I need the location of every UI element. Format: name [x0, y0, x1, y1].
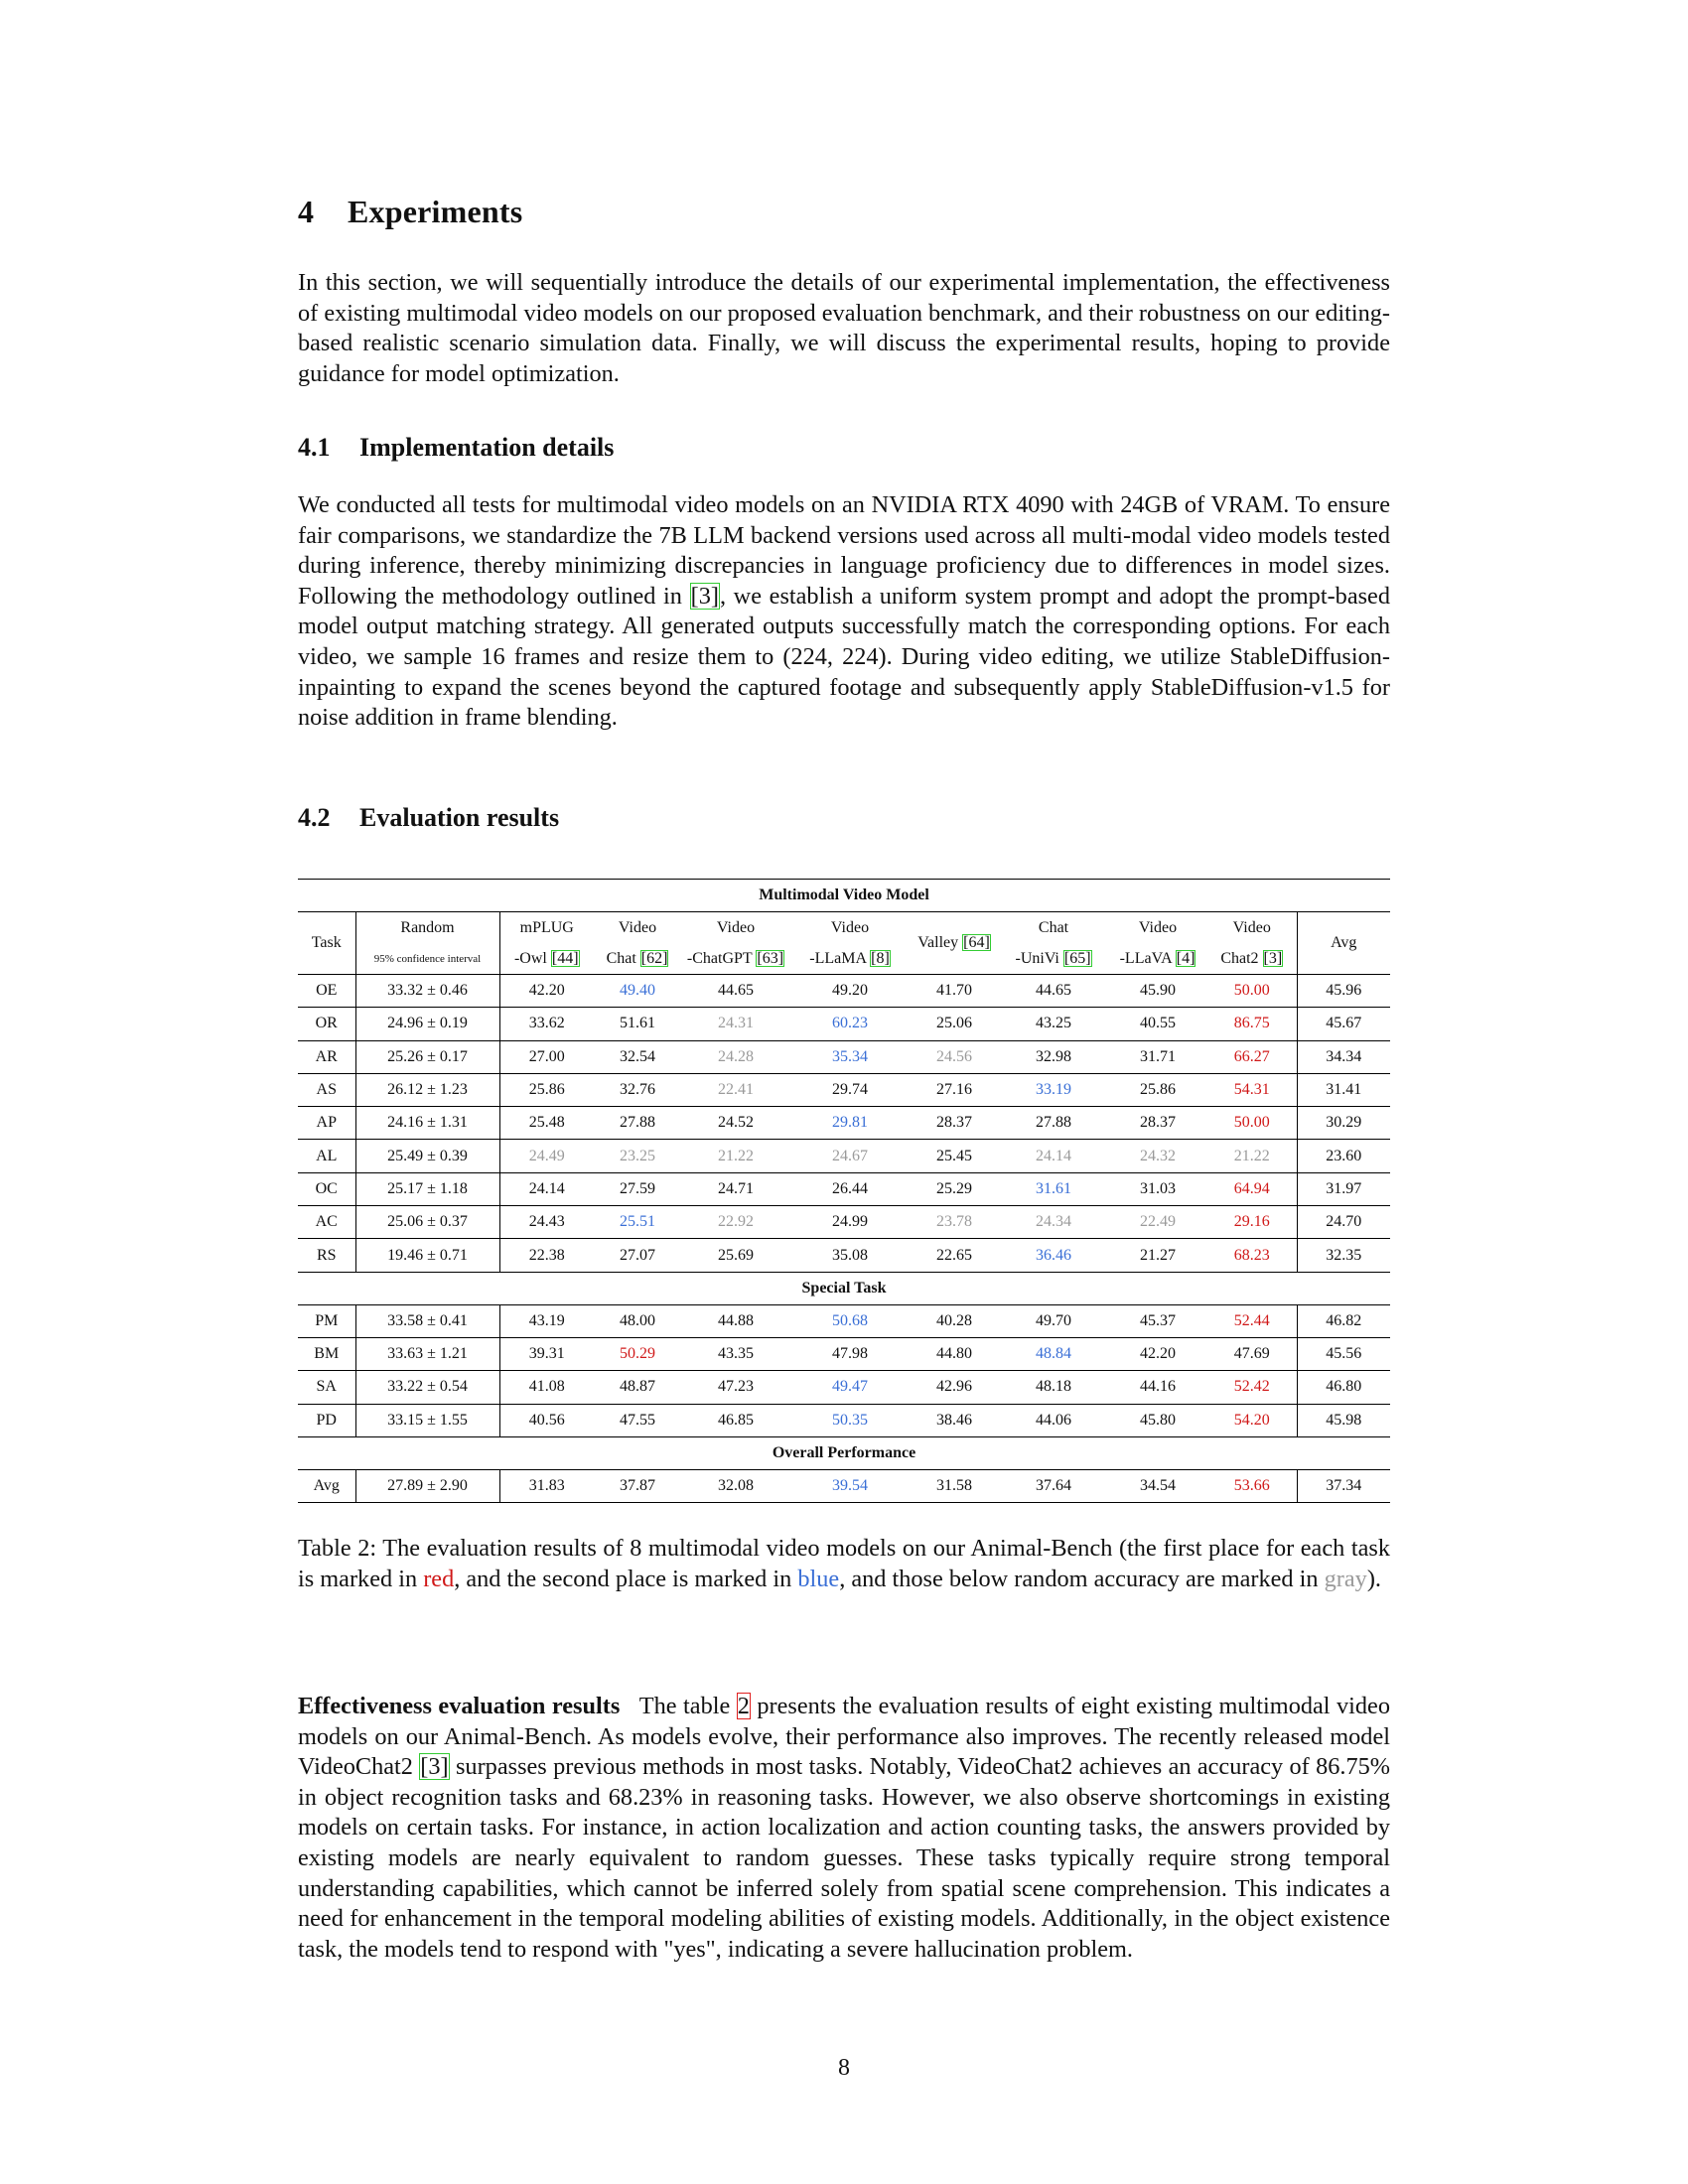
table-row — [298, 1140, 1390, 1172]
task-cell: OC — [298, 1172, 355, 1205]
avg-column-header: Avg — [1297, 912, 1390, 975]
table-row — [298, 1469, 1390, 1502]
avg-cell: 46.80 — [1297, 1371, 1390, 1404]
score-cell: 54.31 — [1207, 1073, 1297, 1106]
score-cell: 32.54 — [594, 1040, 681, 1073]
score-cell: 21.22 — [1207, 1140, 1297, 1172]
random-cell: 25.17 ± 1.18 — [355, 1172, 499, 1205]
score-cell: 31.83 — [499, 1469, 594, 1502]
score-cell: 46.85 — [681, 1404, 790, 1436]
band-band-special: Special Task — [298, 1272, 1390, 1304]
score-cell: 39.31 — [499, 1337, 594, 1370]
caption-gray-word: gray — [1324, 1565, 1367, 1592]
score-cell: 28.37 — [1108, 1107, 1207, 1140]
task-cell: AP — [298, 1107, 355, 1140]
score-cell: 29.74 — [790, 1073, 910, 1106]
model-name: -UniVi — [1015, 950, 1059, 967]
table-row — [298, 1206, 1390, 1239]
caption-text-2: , and the second place is marked in — [454, 1565, 798, 1592]
random-cell: 33.32 ± 0.46 — [355, 975, 499, 1008]
task-cell: OR — [298, 1008, 355, 1040]
score-cell: 35.08 — [790, 1239, 910, 1272]
score-cell: 60.23 — [790, 1008, 910, 1040]
score-cell: 68.23 — [1207, 1239, 1297, 1272]
score-cell: 86.75 — [1207, 1008, 1297, 1040]
score-cell: 36.46 — [999, 1239, 1108, 1272]
score-cell: 43.25 — [999, 1008, 1108, 1040]
model-header-line1: Video — [830, 919, 870, 936]
score-cell: 27.88 — [999, 1107, 1108, 1140]
score-cell: 44.65 — [681, 975, 790, 1008]
score-cell: 27.88 — [594, 1107, 681, 1140]
citation-link[interactable]: [3] — [1263, 950, 1283, 967]
page-number: 8 — [838, 2055, 850, 2081]
subsection-heading-evaluation — [298, 803, 559, 833]
citation-link[interactable]: [65] — [1063, 950, 1091, 967]
avg-cell: 31.41 — [1297, 1073, 1390, 1106]
table-row — [298, 1371, 1390, 1404]
score-cell: 47.69 — [1207, 1337, 1297, 1370]
model-name: Chat2 — [1220, 950, 1259, 967]
citation-link[interactable]: [8] — [871, 950, 890, 967]
score-cell: 24.31 — [681, 1008, 790, 1040]
avg-cell: 30.29 — [1297, 1107, 1390, 1140]
citation-link[interactable]: [63] — [757, 950, 784, 967]
score-cell: 24.52 — [681, 1107, 790, 1140]
score-cell: 24.56 — [910, 1040, 999, 1073]
task-cell: SA — [298, 1371, 355, 1404]
random-cell: 25.26 ± 0.17 — [355, 1040, 499, 1073]
intro-paragraph: In this section, we will sequentially introduce the details of our experimental implementation, the effectiveness of existing multimodal video models on our proposed evaluation benchmark, and their robustness on our editing-based realistic scenario simulation data. Finally, we will discuss the experimental results, hoping to provide guidance for model optimization. — [298, 269, 1390, 387]
random-cell: 19.46 ± 0.71 — [355, 1239, 499, 1272]
score-cell: 31.58 — [910, 1469, 999, 1502]
table-row — [298, 1008, 1390, 1040]
model-header-line2 — [594, 944, 681, 975]
score-cell: 21.27 — [1108, 1239, 1207, 1272]
caption-text-4: ). — [1366, 1565, 1381, 1592]
score-cell: 44.80 — [910, 1337, 999, 1370]
random-cell: 25.49 ± 0.39 — [355, 1140, 499, 1172]
score-cell: 48.00 — [594, 1304, 681, 1337]
random-column-header: Random — [355, 912, 499, 945]
score-cell: 66.27 — [1207, 1040, 1297, 1073]
score-cell: 32.98 — [999, 1040, 1108, 1073]
table-header-row — [298, 912, 1390, 945]
score-cell: 22.65 — [910, 1239, 999, 1272]
effectiveness-paragraph — [298, 1692, 1390, 1965]
score-cell: 22.49 — [1108, 1206, 1207, 1239]
results-table-container — [298, 879, 1390, 1503]
caption-text-3: , and those below random accuracy are marked in — [839, 1565, 1325, 1592]
score-cell: 24.14 — [999, 1140, 1108, 1172]
score-cell: 33.62 — [499, 1008, 594, 1040]
band-band-overall: Overall Performance — [298, 1436, 1390, 1469]
model-name: -LLaMA — [809, 950, 867, 967]
model-name: -LLaVA — [1119, 950, 1172, 967]
score-cell: 31.03 — [1108, 1172, 1207, 1205]
score-cell: 21.22 — [681, 1140, 790, 1172]
score-cell: 47.23 — [681, 1371, 790, 1404]
score-cell: 34.54 — [1108, 1469, 1207, 1502]
score-cell: 50.35 — [790, 1404, 910, 1436]
score-cell: 29.16 — [1207, 1206, 1297, 1239]
score-cell: 31.61 — [999, 1172, 1108, 1205]
score-cell: 25.51 — [594, 1206, 681, 1239]
avg-cell: 46.82 — [1297, 1304, 1390, 1337]
task-cell: AR — [298, 1040, 355, 1073]
section-number: 4 — [298, 194, 315, 229]
score-cell: 47.98 — [790, 1337, 910, 1370]
citation-link[interactable]: [62] — [640, 950, 668, 967]
caption-text-1: Table 2: The evaluation results of 8 multimodal video models on our Animal-Bench (the first place for each task is marked in — [298, 1535, 1390, 1592]
score-cell: 24.71 — [681, 1172, 790, 1205]
task-cell: PD — [298, 1404, 355, 1436]
score-cell: 54.20 — [1207, 1404, 1297, 1436]
score-cell: 25.06 — [910, 1008, 999, 1040]
task-cell: OE — [298, 975, 355, 1008]
score-cell: 24.28 — [681, 1040, 790, 1073]
score-cell: 25.45 — [910, 1140, 999, 1172]
score-cell: 27.16 — [910, 1073, 999, 1106]
random-cell: 24.96 ± 0.19 — [355, 1008, 499, 1040]
random-cell: 33.58 ± 0.41 — [355, 1304, 499, 1337]
paragraph-heading: Effectiveness evaluation results — [298, 1693, 621, 1719]
avg-cell: 45.56 — [1297, 1337, 1390, 1370]
score-cell: 50.29 — [594, 1337, 681, 1370]
score-cell: 37.64 — [999, 1469, 1108, 1502]
avg-cell: 45.67 — [1297, 1008, 1390, 1040]
score-cell: 51.61 — [594, 1008, 681, 1040]
score-cell: 42.20 — [1108, 1337, 1207, 1370]
model-header-line1: Video — [1207, 912, 1297, 945]
random-cell: 27.89 ± 2.90 — [355, 1469, 499, 1502]
caption-red-word: red — [423, 1565, 455, 1592]
band-multimodal-video-model: Multimodal Video Model — [298, 880, 1390, 912]
score-cell: 50.00 — [1207, 1107, 1297, 1140]
table-band-row — [298, 880, 1390, 912]
score-cell: 31.71 — [1108, 1040, 1207, 1073]
score-cell: 22.41 — [681, 1073, 790, 1106]
impl-text-1: We conducted all tests for multimodal video models on an NVIDIA RTX 4090 with 24GB of VRAM. To ensure fair comparisons, we standardize the 7B LLM backend versions used across all multi-modal video models tested during inference, thereby minimizing discrepancies in language proficiency due to differences in model sizes. Following the methodology outlined in — [298, 491, 1390, 610]
table-band-row — [298, 1436, 1390, 1469]
subsection-title: Implementation details — [359, 433, 615, 462]
table-row — [298, 1404, 1390, 1436]
score-cell: 52.42 — [1207, 1371, 1297, 1404]
score-cell: 23.78 — [910, 1206, 999, 1239]
avg-cell: 45.98 — [1297, 1404, 1390, 1436]
task-cell: AC — [298, 1206, 355, 1239]
score-cell: 50.00 — [1207, 975, 1297, 1008]
model-name: -Owl — [513, 950, 547, 967]
score-cell: 26.44 — [790, 1172, 910, 1205]
score-cell: 32.76 — [594, 1073, 681, 1106]
score-cell: 37.87 — [594, 1469, 681, 1502]
random-cell: 24.16 ± 1.31 — [355, 1107, 499, 1140]
score-cell: 25.29 — [910, 1172, 999, 1205]
score-cell: 24.99 — [790, 1206, 910, 1239]
score-cell: 39.54 — [790, 1469, 910, 1502]
model-header-line1: Video — [716, 919, 756, 936]
score-cell: 45.80 — [1108, 1404, 1207, 1436]
score-cell: 35.34 — [790, 1040, 910, 1073]
table-band-row — [298, 1272, 1390, 1304]
score-cell: 33.19 — [999, 1073, 1108, 1106]
score-cell: 44.88 — [681, 1304, 790, 1337]
avg-cell: 31.97 — [1297, 1172, 1390, 1205]
score-cell: 27.07 — [594, 1239, 681, 1272]
task-cell: RS — [298, 1239, 355, 1272]
avg-cell: 45.96 — [1297, 975, 1390, 1008]
implementation-paragraph — [298, 490, 1390, 734]
score-cell: 38.46 — [910, 1404, 999, 1436]
score-cell: 48.18 — [999, 1371, 1108, 1404]
subsection-title: Evaluation results — [359, 803, 560, 832]
model-header-line2 — [999, 944, 1108, 975]
score-cell: 22.38 — [499, 1239, 594, 1272]
score-cell: 40.56 — [499, 1404, 594, 1436]
results-table — [298, 879, 1390, 1503]
caption-blue-word: blue — [797, 1565, 840, 1592]
model-header-line2 — [499, 944, 594, 975]
score-cell: 47.55 — [594, 1404, 681, 1436]
avg-cell: 23.60 — [1297, 1140, 1390, 1172]
random-cell: 33.63 ± 1.21 — [355, 1337, 499, 1370]
model-header-line2 — [681, 944, 790, 975]
score-cell: 25.86 — [1108, 1073, 1207, 1106]
avg-cell: 24.70 — [1297, 1206, 1390, 1239]
random-subheader: 95% confidence interval — [355, 944, 499, 975]
score-cell: 43.35 — [681, 1337, 790, 1370]
subsection-number: 4.2 — [298, 803, 331, 832]
score-cell: 24.43 — [499, 1206, 594, 1239]
score-cell: 25.86 — [499, 1073, 594, 1106]
score-cell: 44.65 — [999, 975, 1108, 1008]
model-header-line1: Video — [1138, 919, 1178, 936]
score-cell: 49.47 — [790, 1371, 910, 1404]
model-header-line2 — [790, 944, 910, 975]
avg-cell: 37.34 — [1297, 1469, 1390, 1502]
task-cell: AL — [298, 1140, 355, 1172]
score-cell: 52.44 — [1207, 1304, 1297, 1337]
eff-text-1: The table — [638, 1693, 737, 1719]
random-cell: 33.22 ± 0.54 — [355, 1371, 499, 1404]
score-cell: 29.81 — [790, 1107, 910, 1140]
table-caption — [298, 1534, 1390, 1594]
score-cell: 27.00 — [499, 1040, 594, 1073]
score-cell: 24.49 — [499, 1140, 594, 1172]
table-row — [298, 1040, 1390, 1073]
task-column-header: Task — [298, 912, 355, 975]
score-cell: 24.14 — [499, 1172, 594, 1205]
table-reference-link[interactable]: 2 — [737, 1693, 750, 1719]
table-row — [298, 1073, 1390, 1106]
model-header-line1: Valley — [917, 934, 959, 951]
citation-link[interactable]: [64] — [963, 934, 990, 951]
avg-cell: 34.34 — [1297, 1040, 1390, 1073]
score-cell: 45.90 — [1108, 975, 1207, 1008]
random-cell: 33.15 ± 1.55 — [355, 1404, 499, 1436]
random-cell: 25.06 ± 0.37 — [355, 1206, 499, 1239]
eff-text-2: presents the evaluation results of eight existing multimodal video models on our Animal-Bench. As models evolve, their performance also improves. The recently released model VideoChat2 — [298, 1693, 1390, 1781]
score-cell: 44.06 — [999, 1404, 1108, 1436]
score-cell: 44.16 — [1108, 1371, 1207, 1404]
score-cell: 24.32 — [1108, 1140, 1207, 1172]
model-name: -ChatGPT — [686, 950, 753, 967]
model-name: Chat — [606, 950, 636, 967]
score-cell: 25.48 — [499, 1107, 594, 1140]
table-row — [298, 1304, 1390, 1337]
section-title: Experiments — [348, 194, 523, 229]
task-cell: BM — [298, 1337, 355, 1370]
score-cell: 32.08 — [681, 1469, 790, 1502]
score-cell: 48.84 — [999, 1337, 1108, 1370]
score-cell: 42.96 — [910, 1371, 999, 1404]
score-cell: 45.37 — [1108, 1304, 1207, 1337]
score-cell: 24.34 — [999, 1206, 1108, 1239]
citation-link[interactable]: [4] — [1176, 950, 1196, 967]
task-cell: Avg — [298, 1469, 355, 1502]
score-cell: 25.69 — [681, 1239, 790, 1272]
table-row — [298, 1107, 1390, 1140]
score-cell: 40.55 — [1108, 1008, 1207, 1040]
subsection-heading-implementation — [298, 433, 614, 463]
model-header-line1: Video — [618, 919, 657, 936]
eff-text-3: surpasses previous methods in most tasks. Notably, VideoChat2 achieves an accuracy of 86.75% in object recognition tasks and 68.23% in reasoning tasks. However, we also observe shortcomings in existing models on certain tasks. For instance, in action localization and action counting tasks, the answers provided by existing models are nearly equivalent to random guesses. These tasks typically require strong temporal understanding capabilities, which cannot be inferred solely from spatial scene comprehension. This indicates a need for enhancement in the temporal modeling abilities of existing models. Additionally, in the object existence task, the models tend to respond with "yes", indicating a severe hallucination problem. — [298, 1753, 1390, 1963]
score-cell: 22.92 — [681, 1206, 790, 1239]
score-cell: 23.25 — [594, 1140, 681, 1172]
score-cell: 40.28 — [910, 1304, 999, 1337]
model-header-line2 — [1108, 944, 1207, 975]
score-cell: 49.70 — [999, 1304, 1108, 1337]
task-cell: PM — [298, 1304, 355, 1337]
citation-link[interactable]: [3] — [420, 1753, 449, 1781]
score-cell: 53.66 — [1207, 1469, 1297, 1502]
impl-text-2: , we establish a uniform system prompt and adopt the prompt-based model output matching strategy. All generated outputs successfully match the corresponding options. For each video, we sample 16 frames and resize them to (224, 224). During video editing, we utilize StableDiffusion-inpainting to expand the scenes beyond the captured footage and subsequently apply StableDiffusion-v1.5 for noise addition in frame blending. — [298, 582, 1390, 732]
score-cell: 41.70 — [910, 975, 999, 1008]
table-row — [298, 1172, 1390, 1205]
score-cell: 64.94 — [1207, 1172, 1297, 1205]
section-heading — [298, 194, 522, 230]
model-header-line1: mPLUG — [519, 919, 574, 936]
table-row — [298, 1337, 1390, 1370]
score-cell: 43.19 — [499, 1304, 594, 1337]
model-header-line2 — [1207, 944, 1297, 975]
score-cell: 42.20 — [499, 975, 594, 1008]
score-cell: 27.59 — [594, 1172, 681, 1205]
score-cell: 28.37 — [910, 1107, 999, 1140]
avg-cell: 32.35 — [1297, 1239, 1390, 1272]
score-cell: 41.08 — [499, 1371, 594, 1404]
model-header-line1: Chat — [1038, 919, 1069, 936]
score-cell: 49.20 — [790, 975, 910, 1008]
random-cell: 26.12 ± 1.23 — [355, 1073, 499, 1106]
task-cell: AS — [298, 1073, 355, 1106]
table-row — [298, 975, 1390, 1008]
citation-link[interactable]: [3] — [690, 582, 719, 610]
score-cell: 49.40 — [594, 975, 681, 1008]
score-cell: 48.87 — [594, 1371, 681, 1404]
subsection-number: 4.1 — [298, 433, 331, 462]
table-row — [298, 1239, 1390, 1272]
score-cell: 50.68 — [790, 1304, 910, 1337]
table-header-row — [298, 944, 1390, 975]
score-cell: 24.67 — [790, 1140, 910, 1172]
citation-link[interactable]: [44] — [551, 950, 579, 967]
model-header-valley — [910, 912, 999, 975]
